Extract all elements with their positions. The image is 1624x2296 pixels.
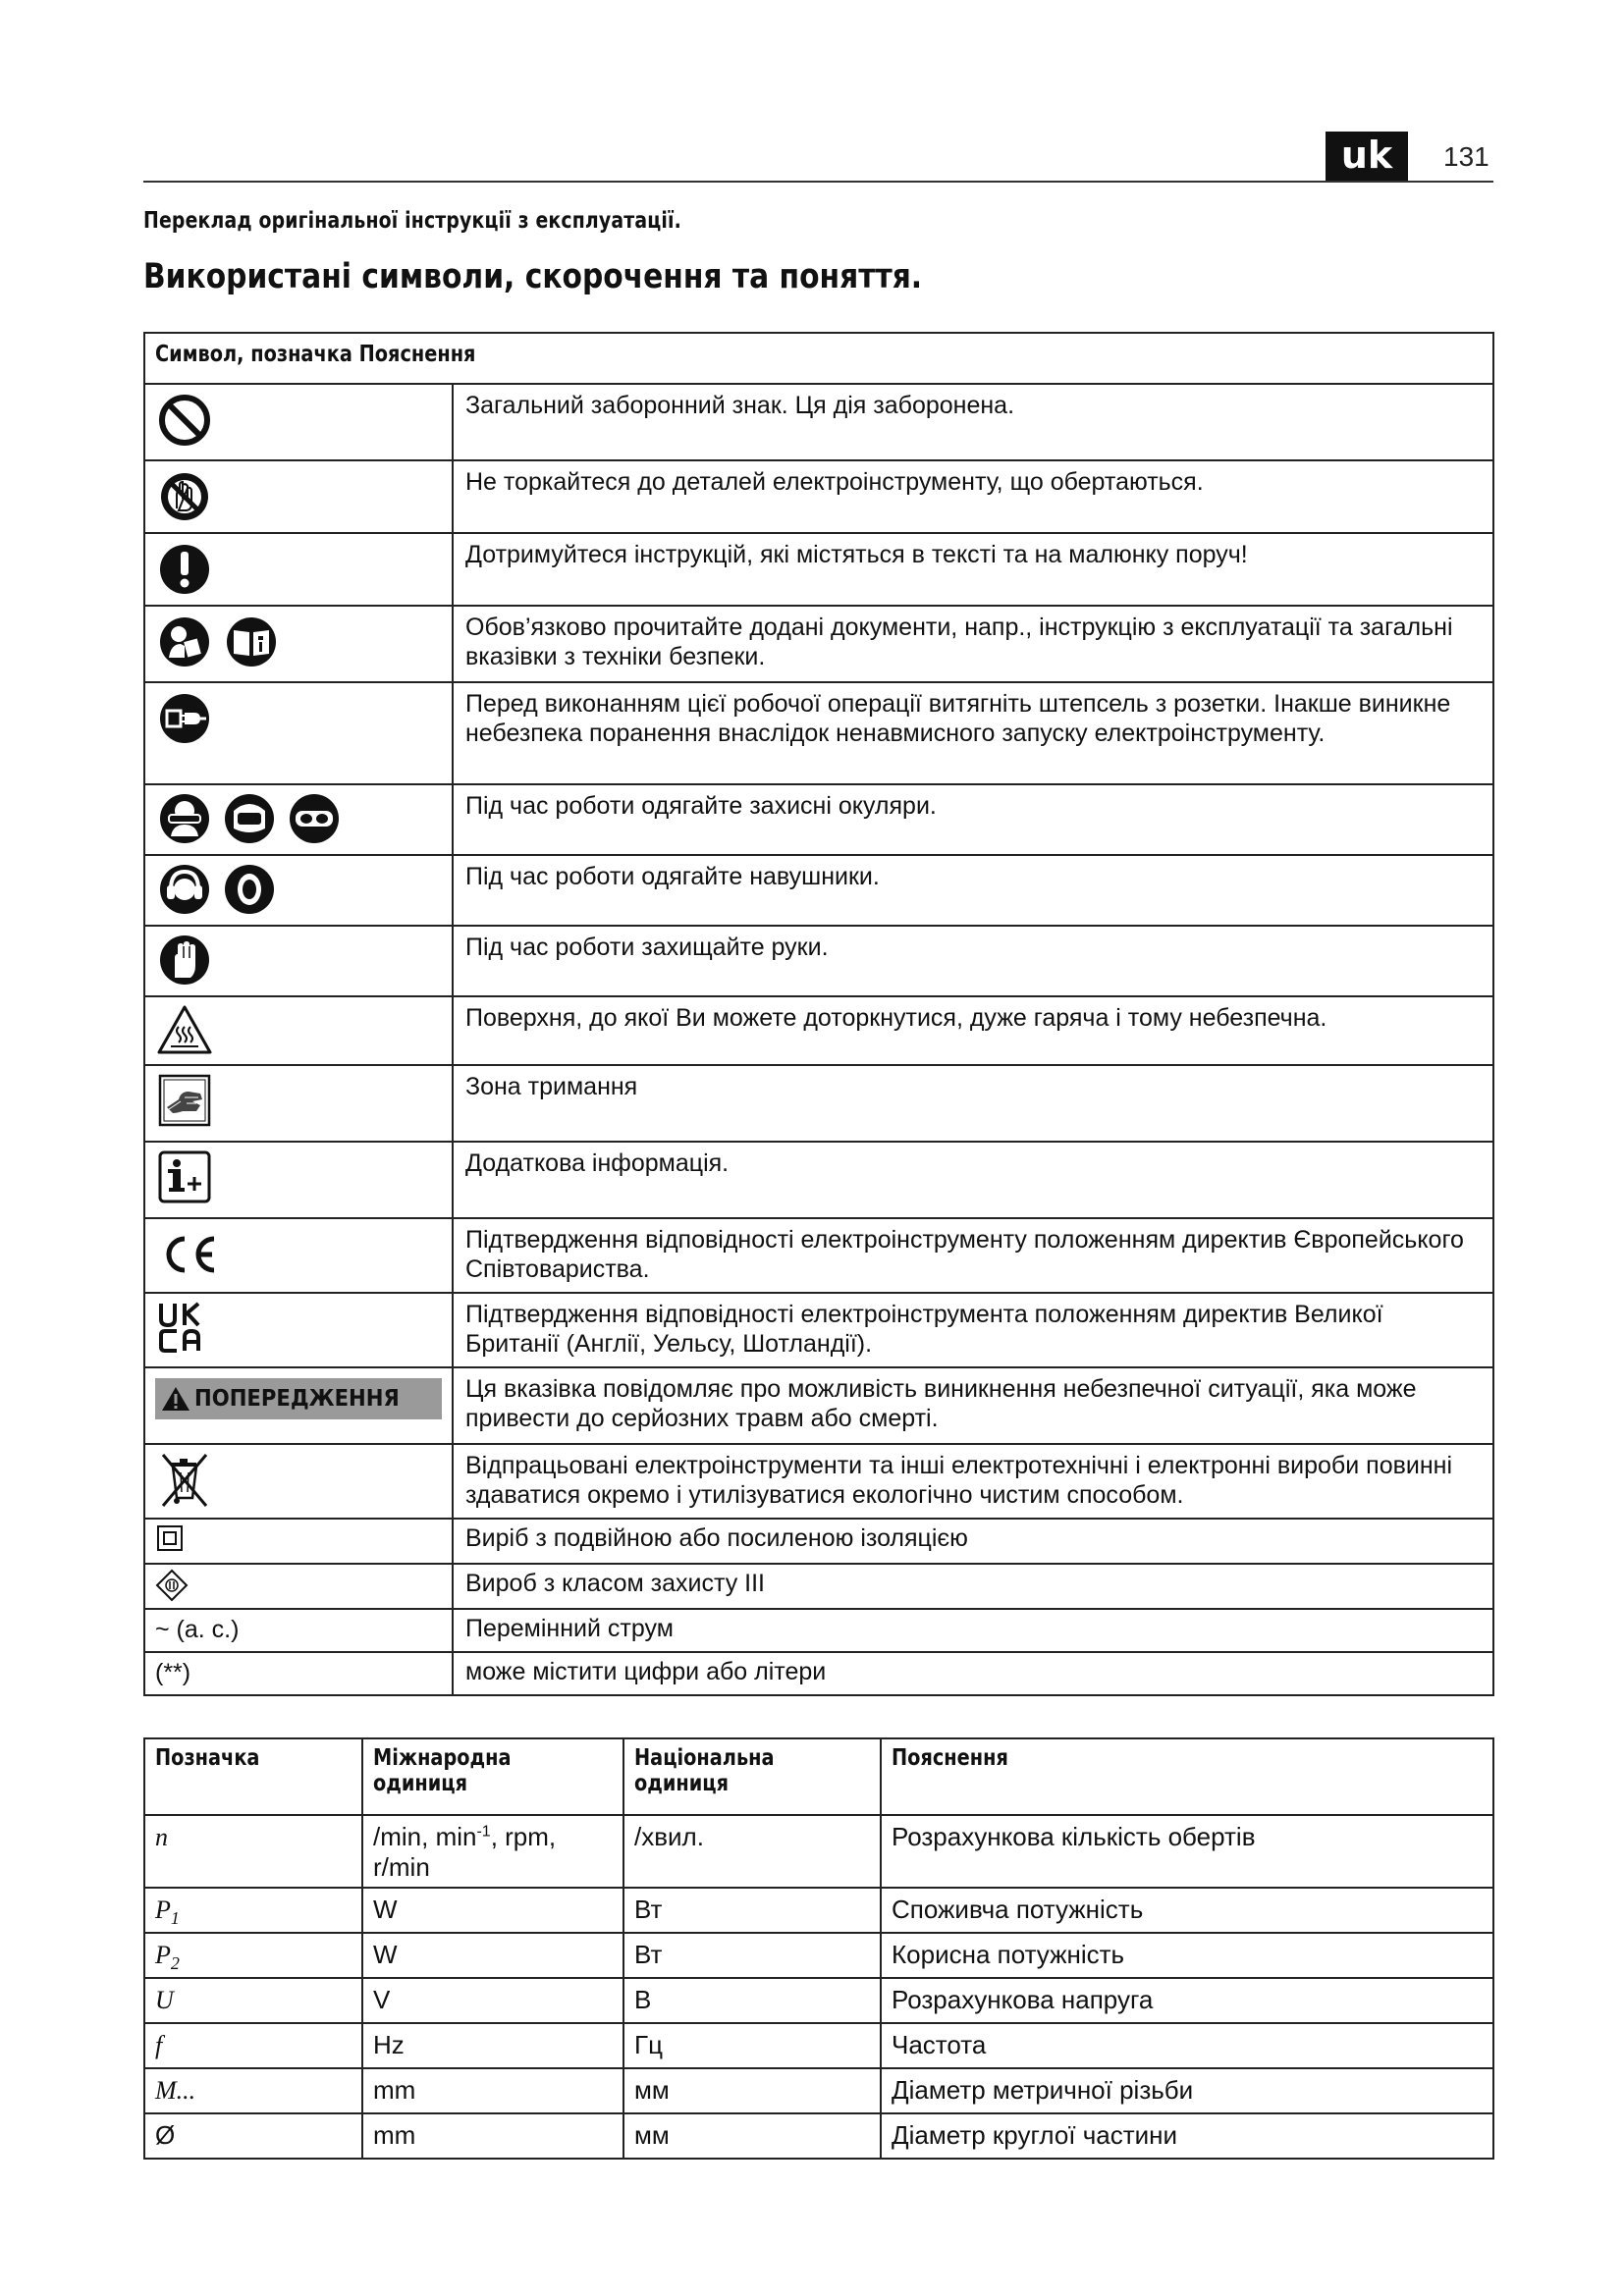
header-symbol: Позначка	[144, 1738, 362, 1815]
table-row	[144, 533, 1493, 606]
page-title: Використані символи, скорочення та поняття.	[143, 257, 923, 296]
table-row	[144, 1142, 1493, 1218]
ear-muffs-icon	[220, 860, 279, 919]
unit-symbol: n	[144, 1815, 362, 1888]
table-row	[144, 1065, 1493, 1142]
unit-explanation: Частота	[881, 2023, 1493, 2068]
header-explanation: Пояснення	[881, 1738, 1493, 1815]
header-divider	[143, 181, 1493, 183]
unit-explanation: Корисна потужність	[881, 1933, 1493, 1978]
symbol-description: Під час роботи одягайте навушники.	[453, 855, 1493, 926]
ce-mark-icon	[155, 1223, 218, 1282]
symbol-cell	[144, 1293, 453, 1367]
symbol-cell	[144, 926, 453, 996]
book-icon	[222, 611, 281, 669]
symbol-cell	[144, 1065, 453, 1142]
protection-class-3-icon	[155, 1569, 189, 1602]
symbol-description: Підтвердження відповідності електроінструмента положенням директив Великої Британії (Англії, Уельсу, Шотландії).	[453, 1293, 1493, 1367]
national-unit: Гц	[623, 2023, 881, 2068]
symbol-description: Дотримуйтеся інструкцій, які містяться в тексті та на малюнку поруч!	[453, 533, 1493, 606]
safety-glasses-icon	[155, 789, 214, 848]
ear-protection-icon	[155, 860, 214, 919]
symbol-cell	[144, 996, 453, 1065]
table-row	[144, 606, 1493, 682]
table-row	[144, 460, 1493, 533]
national-unit: В	[623, 1978, 881, 2023]
symbol-description: Додаткова інформація.	[453, 1142, 1493, 1218]
table-row	[144, 2113, 1493, 2159]
symbol-cell	[144, 1444, 453, 1519]
symbol-cell	[144, 1218, 453, 1293]
international-unit: W	[362, 1933, 623, 1978]
warning-triangle-icon	[161, 1385, 190, 1413]
table-row	[144, 855, 1493, 926]
symbol-cell	[144, 1652, 453, 1695]
national-unit: /хвил.	[623, 1815, 881, 1888]
unit-symbol: M...	[144, 2068, 362, 2113]
table-row	[144, 1564, 1493, 1609]
hot-surface-icon	[155, 1001, 214, 1060]
table-row	[144, 1815, 1493, 1888]
unit-explanation: Розрахункова кількість обертів	[881, 1815, 1493, 1888]
unit-explanation: Діаметр метричної різьби	[881, 2068, 1493, 2113]
unit-symbol: $P_1$	[144, 1888, 362, 1933]
language-badge: uk	[1326, 132, 1408, 181]
weee-bin-icon	[155, 1449, 214, 1512]
unit-symbol: $P_2$	[144, 1933, 362, 1978]
warning-label-text: ПОПЕРЕДЖЕННЯ	[194, 1386, 400, 1412]
face-shield-icon	[220, 789, 279, 848]
symbols-table-header-row	[144, 333, 1493, 384]
national-unit: Вт	[623, 1933, 881, 1978]
symbol-description: Перемінний струм	[453, 1609, 1493, 1652]
unit-symbol: U	[144, 1978, 362, 2023]
symbols-table	[143, 332, 1494, 1696]
units-table-header-row	[144, 1738, 1493, 1815]
alternating-current-symbol: ~ (a. c.)	[155, 1616, 240, 1643]
international-unit: V	[362, 1978, 623, 2023]
symbol-cell	[144, 1142, 453, 1218]
international-unit: Hz	[362, 2023, 623, 2068]
symbol-cell	[144, 1367, 453, 1444]
unit-symbol: Ø	[144, 2113, 362, 2159]
table-row	[144, 682, 1493, 784]
symbol-description: Під час роботи одягайте захисні окуляри.	[453, 784, 1493, 855]
unit-explanation: Розрахункова напруга	[881, 1978, 1493, 2023]
prohibition-icon	[155, 389, 214, 448]
symbol-description: Вироб з класом захисту III	[453, 1564, 1493, 1609]
symbol-cell	[144, 682, 453, 784]
international-unit: mm	[362, 2068, 623, 2113]
table-row	[144, 996, 1493, 1065]
table-row	[144, 1609, 1493, 1652]
symbol-description: може містити цифри або літери	[453, 1652, 1493, 1695]
table-row	[144, 1444, 1493, 1519]
table-row	[144, 1293, 1493, 1367]
symbol-description: Зона тримання	[453, 1065, 1493, 1142]
table-row	[144, 926, 1493, 996]
table-row	[144, 384, 1493, 460]
table-row	[144, 1218, 1493, 1293]
symbol-description: Під час роботи захищайте руки.	[453, 926, 1493, 996]
table-row	[144, 1888, 1493, 1933]
symbol-description: Загальний заборонний знак. Ця дія заборонена.	[453, 384, 1493, 460]
symbol-cell	[144, 606, 453, 682]
gloves-icon	[155, 931, 214, 989]
goggles-icon	[285, 789, 344, 848]
document-subtitle: Переклад оригінальної інструкції з експлуатації.	[143, 208, 681, 234]
symbol-description: Поверхня, до якої Ви можете доторкнутися, дуже гаряча і тому небезпечна.	[453, 996, 1493, 1065]
symbols-table-header: Символ, позначка Пояснення	[144, 333, 1493, 384]
international-unit: W	[362, 1888, 623, 1933]
exclamation-icon	[155, 538, 214, 597]
table-row	[144, 2023, 1493, 2068]
national-unit: мм	[623, 2113, 881, 2159]
symbol-cell	[144, 784, 453, 855]
grip-area-icon	[155, 1070, 214, 1129]
symbol-description: Обов’язково прочитайте додані документи, напр., інструкцію з експлуатації та загальні вказівки з техніки безпеки.	[453, 606, 1493, 682]
header-national-unit: Національна одиниця	[623, 1738, 881, 1815]
read-manual-icon	[155, 611, 214, 669]
international-unit: mm	[362, 2113, 623, 2159]
page-number: 131	[1443, 141, 1489, 172]
symbol-cell	[144, 533, 453, 606]
symbol-description: Підтвердження відповідності електроінструменту положенням директив Європейського Співтовариства.	[453, 1218, 1493, 1293]
symbol-cell	[144, 460, 453, 533]
symbol-cell	[144, 384, 453, 460]
national-unit: мм	[623, 2068, 881, 2113]
symbol-cell	[144, 855, 453, 926]
placeholder-symbol: (**)	[155, 1659, 191, 1686]
table-row	[144, 1652, 1493, 1695]
ukca-mark-icon	[155, 1298, 210, 1357]
international-unit: /min, $\min^{-1}$, rpm, r/min	[362, 1815, 623, 1888]
symbol-cell	[144, 1609, 453, 1652]
header-international-unit: Міжнародна одиниця	[362, 1738, 623, 1815]
symbol-description: Не торкайтеся до деталей електроінструменту, що обертаються.	[453, 460, 1493, 533]
table-row	[144, 2068, 1493, 2113]
table-row	[144, 1367, 1493, 1444]
unit-explanation: Споживча потужність	[881, 1888, 1493, 1933]
unit-explanation: Діаметр круглої частини	[881, 2113, 1493, 2159]
unplug-icon	[155, 687, 214, 746]
symbol-description: Перед виконанням цієї робочої операції витягніть штепсель з розетки. Інакше виникне небезпека поранення внаслідок ненавмисного запуску електроінструменту.	[453, 682, 1493, 784]
symbol-cell	[144, 1519, 453, 1564]
units-table	[143, 1737, 1494, 2160]
table-row	[144, 784, 1493, 855]
table-row	[144, 1978, 1493, 2023]
symbol-cell	[144, 1564, 453, 1609]
table-row	[144, 1519, 1493, 1564]
symbol-description: Відпрацьовані електроінструменти та інші електротехнічні і електронні вироби повинні здаватися окремо і утилізуватися екологічно чистим способом.	[453, 1444, 1493, 1519]
symbol-description: Ця вказівка повідомляє про можливість виникнення небезпечної ситуації, яка може привести до серйозних травм або смерті.	[453, 1367, 1493, 1444]
symbol-description: Виріб з подвійною або посиленою ізоляцією	[453, 1519, 1493, 1564]
double-insulation-icon	[155, 1523, 185, 1553]
table-row	[144, 1933, 1493, 1978]
do-not-touch-icon	[155, 465, 214, 524]
national-unit: Вт	[623, 1888, 881, 1933]
unit-symbol: f	[144, 2023, 362, 2068]
info-icon	[155, 1147, 214, 1205]
warning-label-icon	[155, 1378, 442, 1419]
